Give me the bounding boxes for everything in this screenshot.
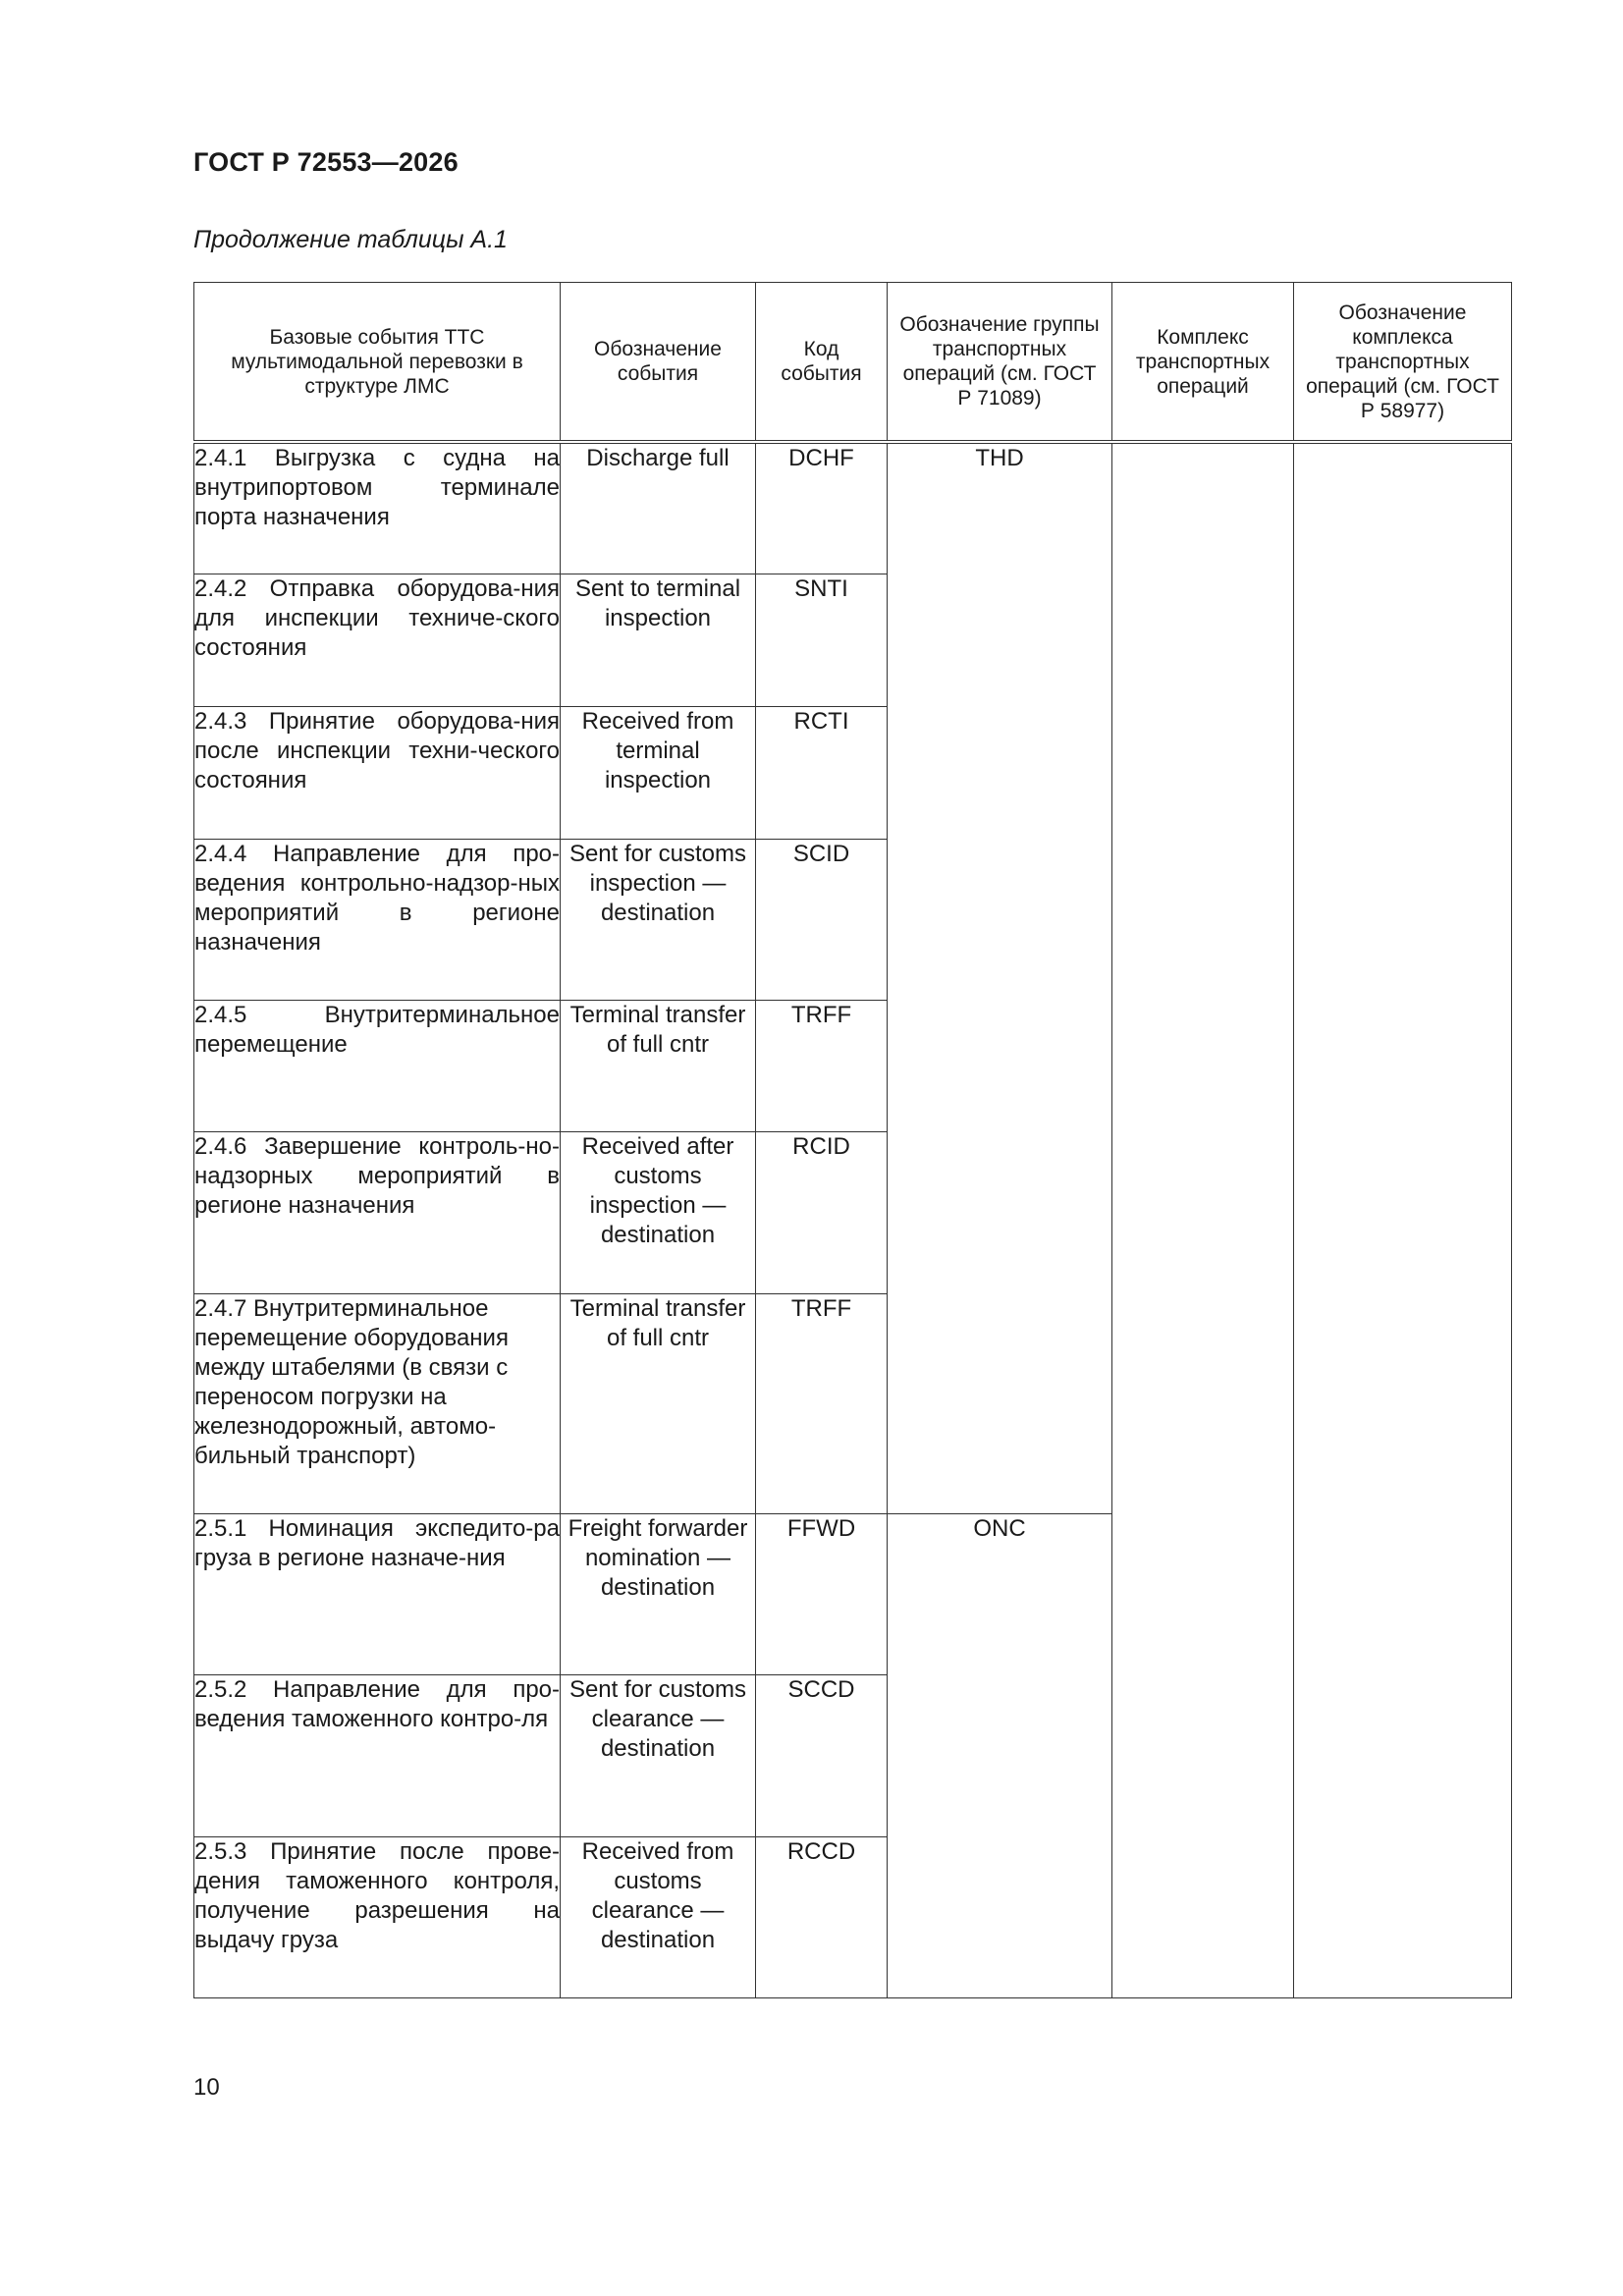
designation-cell: Received from customs clearance — destination <box>561 1836 756 1997</box>
code-cell: DCHF <box>756 442 888 574</box>
document-standard-number: ГОСТ Р 72553—2026 <box>193 147 459 177</box>
events-table <box>193 282 1512 1998</box>
designation-cell: Sent to terminal inspection <box>561 574 756 706</box>
header-event: Базовые события ТТС мультимодальной перевозки в структуре ЛМС <box>194 283 561 443</box>
header-designation: Обозначение события <box>561 283 756 443</box>
code-cell: SCCD <box>756 1674 888 1836</box>
code-cell: TRFF <box>756 1293 888 1513</box>
table-caption: Продолжение таблицы А.1 <box>193 226 508 253</box>
code-cell: FFWD <box>756 1513 888 1674</box>
header-code: Код события <box>756 283 888 443</box>
designation-cell: Received from terminal inspection <box>561 706 756 839</box>
group-cell-onc: ONC <box>888 1513 1112 1997</box>
table-row <box>194 442 1512 574</box>
header-complex: Комплекс транспортных операций <box>1112 283 1294 443</box>
event-cell: 2.4.4 Направление для про-ведения контрольно-надзор-ных мероприятий в регионе назначения <box>194 839 561 1000</box>
event-cell: 2.5.2 Направление для про-ведения таможенного контро-ля <box>194 1674 561 1836</box>
group-cell-thd: THD <box>888 442 1112 1513</box>
designation-cell: Received after customs inspection — destination <box>561 1131 756 1293</box>
code-cell: RCTI <box>756 706 888 839</box>
header-operation-group: Обозначение группы транспортных операций (см. ГОСТ Р 71089) <box>888 283 1112 443</box>
event-cell: 2.5.3 Принятие после прове-дения таможенного контроля, получение разрешения на выдачу груза <box>194 1836 561 1997</box>
event-cell: 2.4.6 Завершение контроль-но-надзорных мероприятий в регионе назначения <box>194 1131 561 1293</box>
designation-cell: Freight forwarder nomination — destination <box>561 1513 756 1674</box>
code-cell: RCCD <box>756 1836 888 1997</box>
code-cell: SNTI <box>756 574 888 706</box>
code-cell: SCID <box>756 839 888 1000</box>
code-cell: RCID <box>756 1131 888 1293</box>
header-complex-designation: Обозначение комплекса транспортных операций (см. ГОСТ Р 58977) <box>1294 283 1512 443</box>
designation-cell: Terminal transfer of full cntr <box>561 1293 756 1513</box>
code-cell: TRFF <box>756 1000 888 1131</box>
event-cell: 2.4.2 Отправка оборудова-ния для инспекции техниче-ского состояния <box>194 574 561 706</box>
designation-cell: Discharge full <box>561 442 756 574</box>
designation-cell: Terminal transfer of full cntr <box>561 1000 756 1131</box>
event-cell: 2.4.3 Принятие оборудова-ния после инспекции техни-ческого состояния <box>194 706 561 839</box>
designation-cell: Sent for customs clearance — destination <box>561 1674 756 1836</box>
complex-cell <box>1112 442 1294 1997</box>
event-cell: 2.5.1 Номинация экспедито-ра груза в регионе назначе-ния <box>194 1513 561 1674</box>
event-cell: 2.4.7 Внутритерминальное перемещение оборудования между штабелями (в связи с переносом погрузки на железнодорожный, автомо-бильный транспорт) <box>194 1293 561 1513</box>
complex-designation-cell <box>1294 442 1512 1997</box>
page-number: 10 <box>193 2074 220 2101</box>
table-header-row <box>194 283 1512 443</box>
event-cell: 2.4.5 Внутритерминальное перемещение <box>194 1000 561 1131</box>
designation-cell: Sent for customs inspection — destination <box>561 839 756 1000</box>
event-cell: 2.4.1 Выгрузка с судна на внутрипортовом терминале порта назначения <box>194 442 561 574</box>
